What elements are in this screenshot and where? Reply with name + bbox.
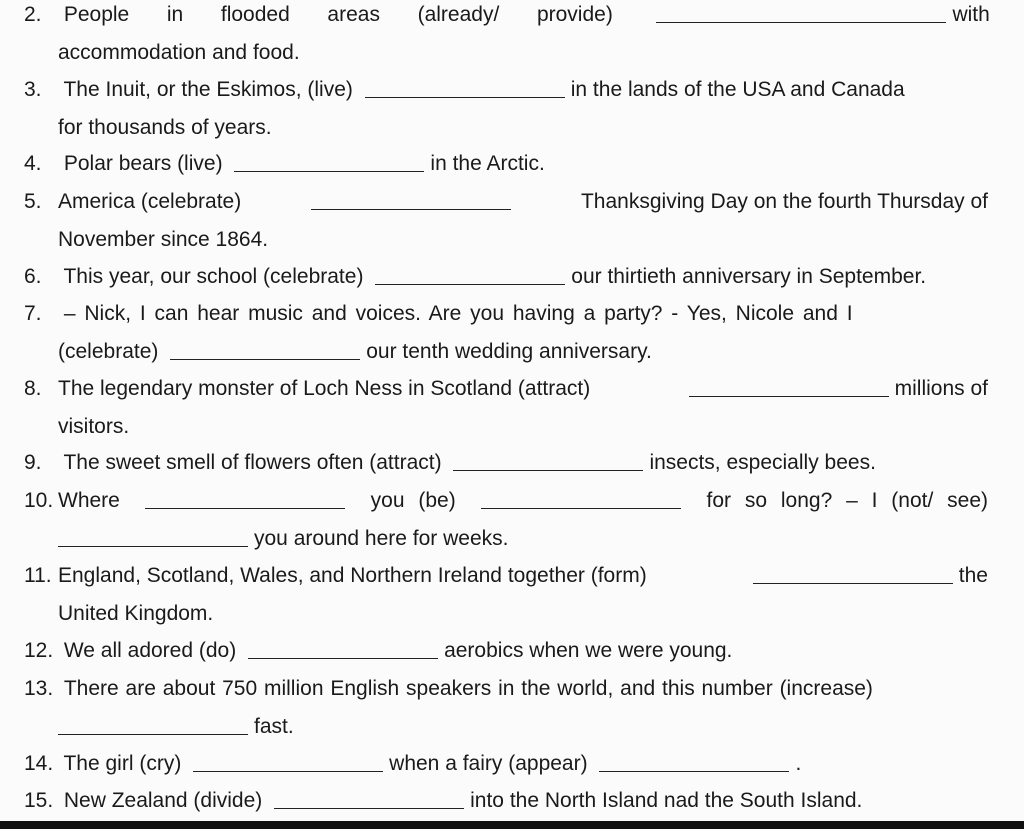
answer-blank[interactable] (599, 770, 789, 772)
item-text: New Zealand (divide) (63, 789, 263, 812)
answer-blank[interactable] (689, 395, 889, 397)
item-number: 2. (24, 3, 42, 26)
item-number: 10. (24, 489, 54, 512)
item-line (24, 782, 988, 820)
item-text: in the Arctic. (430, 152, 545, 175)
item-number: 11. (24, 564, 52, 587)
item-line (24, 333, 988, 371)
item-text: – Nick, I can hear music and voices. Are you having a party? - Yes, Nicole and I (63, 302, 853, 325)
item-line (24, 520, 988, 558)
item-number: 5. (24, 190, 42, 213)
item-text: The legendary monster of Loch Ness in Scotland (attract) (58, 377, 591, 400)
word: in (166, 3, 184, 26)
word: with (952, 3, 990, 26)
exercise-item-12 (24, 632, 988, 670)
item-text: The girl (cry) (63, 752, 182, 775)
item-text: fast. (254, 714, 294, 738)
exercise-item-5 (24, 183, 988, 258)
item-line (24, 258, 988, 296)
exercise-item-4 (24, 145, 988, 183)
item-line: visitors. (58, 414, 130, 438)
item-number: 9. (24, 451, 42, 474)
item-text: when a fairy (appear) (389, 752, 588, 775)
item-line (24, 745, 988, 783)
item-text: We all adored (do) (63, 639, 237, 662)
item-text: the (958, 564, 988, 587)
item-text: millions of (894, 377, 988, 400)
answer-blank[interactable] (753, 582, 953, 584)
answer-blank[interactable] (481, 507, 681, 509)
item-line (24, 557, 988, 595)
item-line (24, 183, 988, 221)
exercise-item-9 (24, 444, 988, 482)
exercise-item-11 (24, 557, 988, 632)
item-line (24, 708, 988, 746)
item-text: aerobics when we were young. (444, 639, 733, 662)
exercise-item-3 (24, 71, 988, 146)
item-text: Polar bears (live) (63, 152, 223, 175)
item-line (24, 370, 988, 408)
answer-blank[interactable] (145, 507, 345, 509)
answer-blank[interactable] (170, 358, 360, 360)
item-text: There are about 750 million English speakers in the world, and this number (increase) (63, 677, 873, 700)
item-text: you (be) (370, 489, 456, 512)
item-line (24, 295, 988, 333)
item-text: Thanksgiving Day on the fourth Thursday of (580, 190, 988, 213)
item-text: Where (58, 489, 120, 512)
answer-blank[interactable] (656, 21, 946, 23)
item-text: The sweet smell of flowers often (attract) (63, 451, 442, 474)
answer-blank[interactable] (453, 469, 643, 471)
exercise-item-7 (24, 295, 988, 370)
item-line: United Kingdom. (58, 601, 214, 625)
item-text (64, 0, 990, 34)
word: flooded (220, 3, 290, 26)
item-text: you around here for weeks. (254, 526, 509, 550)
item-text: in the lands of the USA and Canada (570, 78, 905, 101)
answer-blank[interactable] (234, 170, 424, 172)
answer-blank[interactable] (248, 657, 438, 659)
exercise-item-6 (24, 258, 988, 296)
exercise-item-10 (24, 482, 988, 557)
word: areas (327, 3, 380, 26)
item-number: 4. (24, 152, 42, 175)
item-line (24, 632, 988, 670)
item-line: November since 1864. (58, 227, 269, 251)
bottom-edge-bar (0, 821, 1024, 829)
item-line (24, 145, 988, 183)
answer-blank[interactable] (311, 208, 511, 210)
exercise-item-2 (24, 0, 988, 71)
item-number: 7. (24, 302, 42, 325)
answer-blank[interactable] (58, 733, 248, 735)
item-line (24, 71, 988, 109)
word: provide) (536, 3, 613, 26)
word: (already/ (417, 3, 500, 26)
item-text: (celebrate) (58, 339, 159, 363)
exercise-item-8 (24, 370, 988, 445)
item-text: for so long? – I (not/ see) (706, 489, 988, 512)
item-number: 3. (24, 78, 42, 101)
answer-blank[interactable] (58, 545, 248, 547)
item-number: 14. (24, 752, 54, 775)
item-text: America (celebrate) (58, 190, 242, 213)
item-line: accommodation and food. (58, 40, 300, 64)
item-line (24, 482, 988, 520)
answer-blank[interactable] (365, 96, 565, 98)
item-text: The Inuit, or the Eskimos, (live) (63, 78, 353, 101)
item-text: our thirtieth anniversary in September. (571, 265, 927, 288)
item-number: 12. (24, 639, 54, 662)
item-line (24, 670, 988, 708)
exercise-item-13 (24, 670, 988, 745)
item-text: our tenth wedding anniversary. (366, 339, 652, 363)
item-number: 15. (24, 789, 54, 812)
answer-blank[interactable] (274, 807, 464, 809)
answer-blank[interactable] (375, 283, 565, 285)
item-line (24, 0, 988, 34)
item-number: 8. (24, 377, 42, 400)
word: People (63, 3, 130, 26)
item-text: insects, especially bees. (649, 451, 876, 474)
answer-blank[interactable] (193, 770, 383, 772)
item-line (24, 444, 988, 482)
item-text: into the North Island nad the South Island. (470, 789, 863, 812)
item-number: 13. (24, 677, 54, 700)
exercise-item-15 (24, 782, 988, 820)
item-line: for thousands of years. (58, 115, 272, 139)
exercise-item-14 (24, 745, 988, 783)
item-text: England, Scotland, Wales, and Northern Ireland together (form) (58, 564, 647, 587)
item-number: 6. (24, 265, 42, 288)
item-text: This year, our school (celebrate) (63, 265, 364, 288)
item-text: . (795, 752, 802, 775)
